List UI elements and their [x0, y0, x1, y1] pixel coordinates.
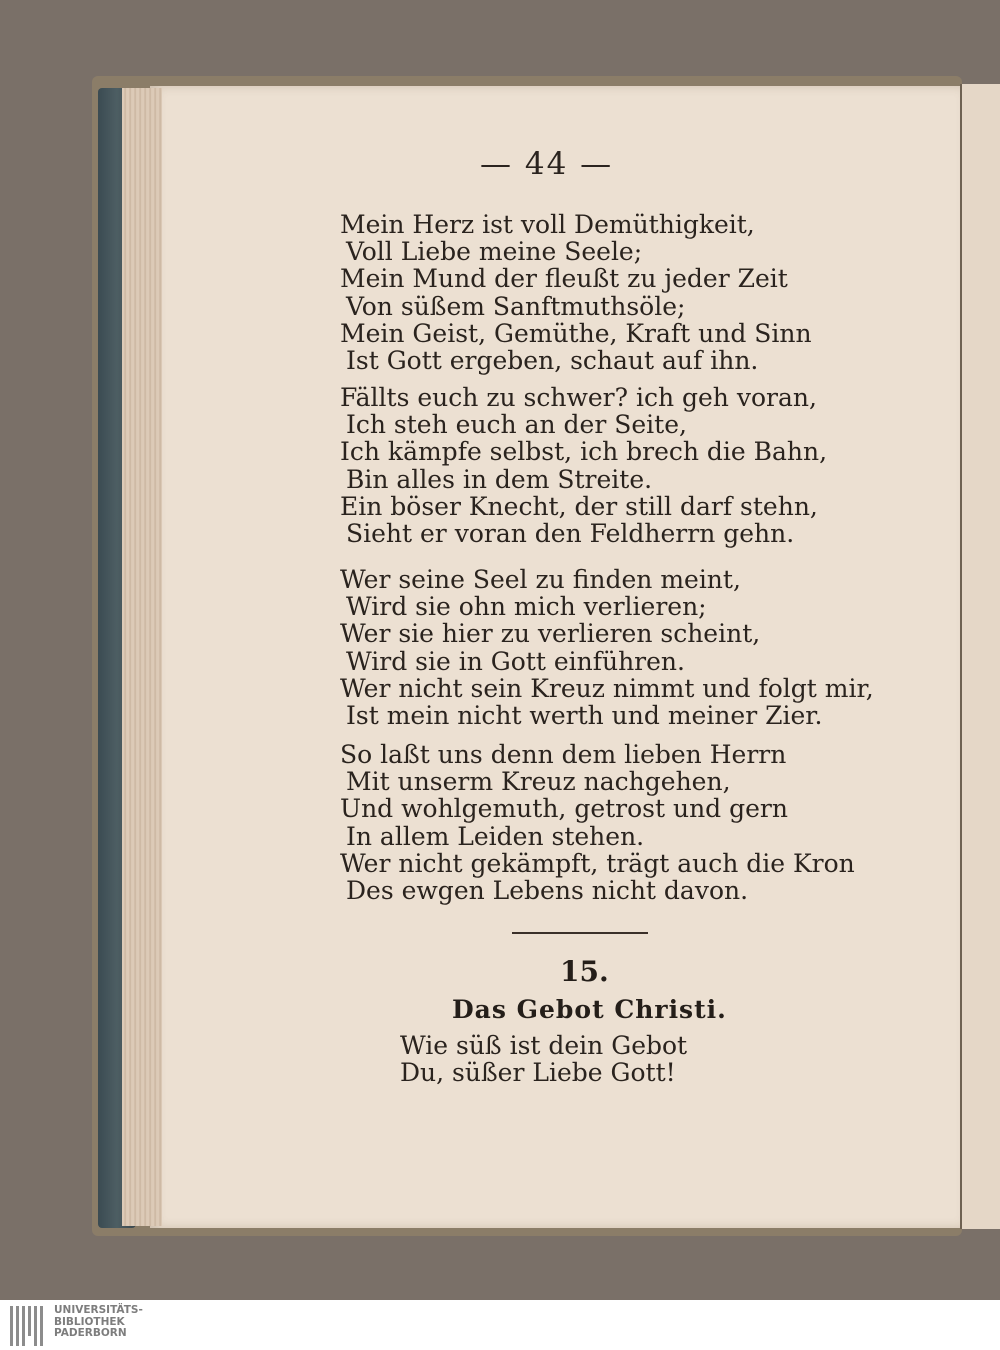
verse-line: Wie süß ist dein Gebot — [400, 1031, 688, 1060]
verse-line: In allem Leiden stehen. — [346, 821, 645, 851]
verse-line: Sieht er voran den Feldherrn gehn. — [346, 519, 795, 549]
verse-line: Ein böser Knecht, der still darf stehn, — [340, 491, 818, 521]
verse-line: Ich kämpfe selbst, ich brech die Bahn, — [340, 437, 828, 467]
verse-line: Ist mein nicht werth und meiner Zier. — [346, 701, 823, 731]
verse-line: Wird sie in Gott einführen. — [346, 646, 685, 676]
verse-line: Wer seine Seel zu finden meint, — [340, 565, 741, 594]
verse-line: Und wohlgemuth, getrost und gern — [340, 794, 788, 824]
verse-line: Mein Geist, Gemüthe, Kraft und Sinn — [340, 318, 812, 348]
verse-line: Voll Liebe meine Seele; — [346, 237, 643, 267]
stanza-1 — [340, 211, 812, 374]
verse-line: Bin alles in dem Streite. — [346, 464, 653, 494]
verse-line: Wird sie ohn mich verlieren; — [346, 592, 707, 622]
facing-page-edge — [960, 84, 1000, 1229]
verse-line: Von süßem Sanftmuthsöle; — [346, 291, 686, 321]
hymn-number: 15. — [560, 955, 609, 988]
library-name-line: UNIVERSITÄTS- — [54, 1304, 143, 1316]
verse-line: Mein Herz ist voll Demüthigkeit, — [340, 210, 755, 239]
library-name-line: PADERBORN — [54, 1327, 127, 1339]
stanza-2 — [340, 384, 827, 547]
verse-line: Ich steh euch an der Seite, — [346, 410, 687, 440]
library-footer — [0, 1300, 1000, 1350]
section-divider — [512, 932, 648, 934]
verse-line: So laßt uns denn dem lieben Herrn — [340, 740, 787, 769]
verse-line: Du, süßer Liebe Gott! — [400, 1058, 676, 1088]
verse-line: Wer nicht gekämpft, trägt auch die Kron — [340, 848, 855, 878]
page-number: — 44 — — [480, 146, 614, 182]
verse-line: Mein Mund der fleußt zu jeder Zeit — [340, 264, 788, 294]
verse-line: Wer nicht sein Kreuz nimmt und folgt mir, — [340, 673, 874, 703]
verse-line: Ist Gott ergeben, schaut auf ihn. — [346, 346, 759, 376]
library-name-line: BIBLIOTHEK — [54, 1315, 125, 1328]
library-logo-icon — [8, 1306, 48, 1346]
hymn-title: Das Gebot Christi. — [452, 995, 727, 1024]
library-name — [54, 1305, 143, 1340]
stanza-3 — [340, 566, 874, 729]
verse-line: Mit unserm Kreuz nachgehen, — [346, 767, 731, 797]
page-edges — [122, 88, 162, 1226]
verse-line: Wer sie hier zu verlieren scheint, — [340, 619, 761, 649]
hymn-opening-lines — [400, 1032, 687, 1086]
verse-line: Fällts euch zu schwer? ich geh voran, — [340, 383, 817, 412]
stanza-4 — [340, 741, 855, 904]
verse-line: Des ewgen Lebens nicht davon. — [346, 876, 749, 906]
